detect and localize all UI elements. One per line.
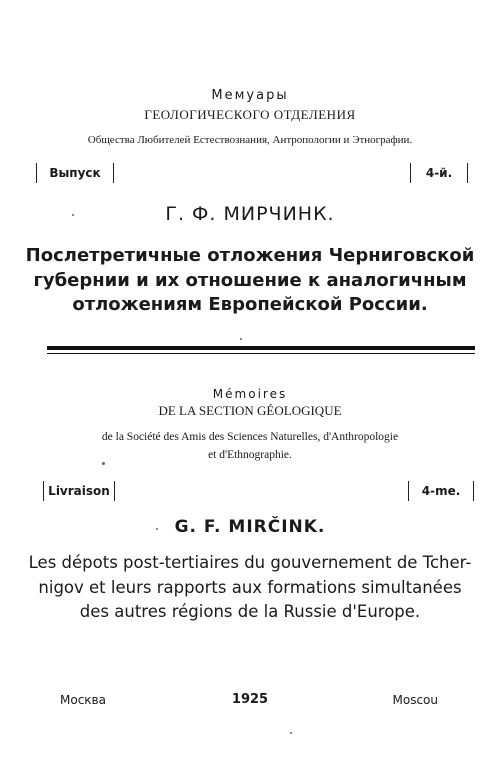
issue-number-box-fr <box>408 481 474 501</box>
series-title-ru: Мемуары <box>211 88 289 103</box>
print-speck <box>102 462 105 465</box>
print-speck <box>290 732 292 734</box>
book-title-ru-line-3: отложениям Европейской России. <box>72 294 428 315</box>
issue-number-fr: 4-me. <box>421 484 461 498</box>
issue-label-ru: Выпуск <box>49 166 101 180</box>
issue-number-ru: 4-й. <box>425 166 453 180</box>
issue-label-box-fr <box>43 481 115 501</box>
section-title-ru: ГЕОЛОГИЧЕСКОГО ОТДЕЛЕНИЯ <box>144 107 356 122</box>
book-title-fr-line-1: Les dépots post-tertiaires du gouvernement de Tcher- <box>28 553 472 572</box>
section-divider-thin <box>47 353 475 354</box>
society-line-fr-1: de la Société des Amis des Sciences Naturelles, d'Anthropologie <box>101 431 399 443</box>
book-title-fr-line-3: des autres régions de la Russie d'Europe. <box>79 602 421 621</box>
society-line-fr-2: et d'Ethnographie. <box>208 449 292 461</box>
author-ru: Г. Ф. МИРЧИНК. <box>165 203 335 225</box>
print-speck <box>156 528 158 530</box>
print-speck <box>240 338 242 340</box>
footer-year: 1925 <box>231 692 269 707</box>
section-divider-thick <box>47 346 475 350</box>
section-title-fr: DE LA SECTION GÉOLOGIQUE <box>158 403 342 418</box>
footer-city-ru: Москва <box>60 693 106 707</box>
book-title-fr-line-2: nigov et leurs rapports aux formations simultanées <box>38 578 462 597</box>
society-line-ru: Общества Любителей Естествознания, Антропологии и Этнографии. <box>87 134 413 146</box>
footer-city-fr: Moscou <box>392 693 438 707</box>
print-speck <box>72 214 74 216</box>
series-title-fr: Mémoires <box>212 387 288 401</box>
author-fr: G. F. MIRČINK. <box>174 517 326 537</box>
issue-label-box-ru <box>36 163 114 183</box>
issue-number-box-ru <box>410 163 468 183</box>
issue-label-fr: Livraison <box>48 484 110 498</box>
book-title-ru-line-2: губернии и их отношение к аналогичным <box>33 270 467 291</box>
book-title-ru-line-1: Послетретичные отложения Черниговской <box>25 245 475 266</box>
